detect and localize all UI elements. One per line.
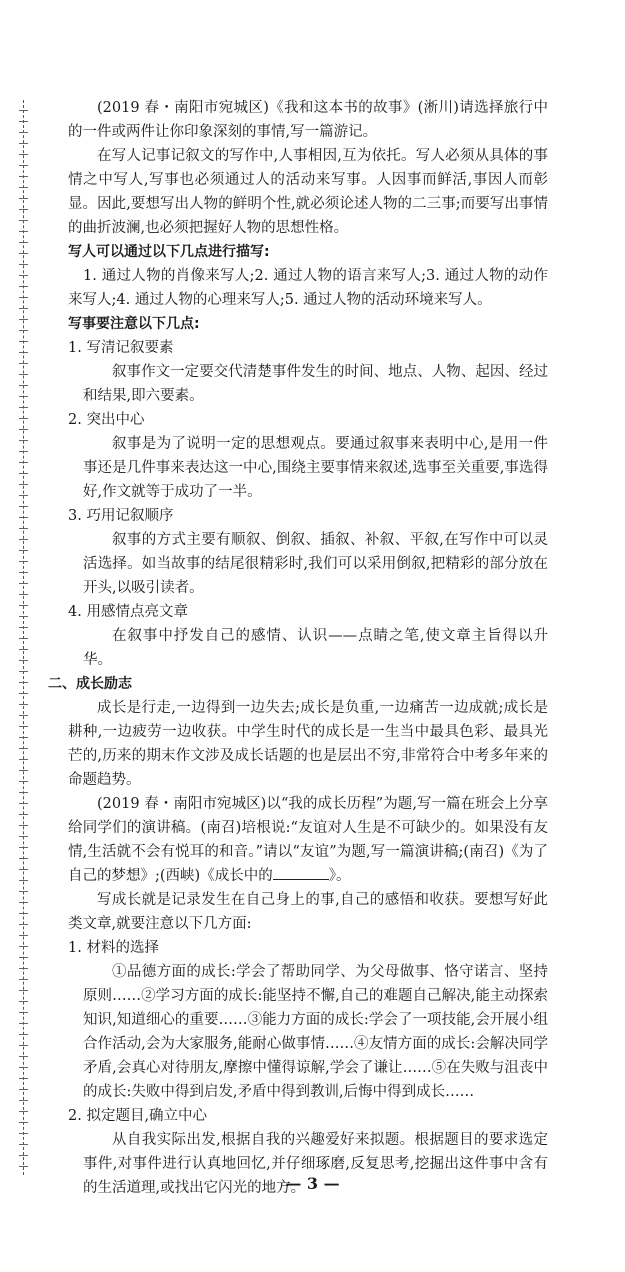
- growth-guidance: 写成长就是记录发生在自己身上的事,自己的感悟和收获。要想写好此类文章,就要注意以下几方面:: [68, 892, 548, 932]
- page-number: — 3 —: [285, 1174, 340, 1193]
- item1-title: 1. 写清记叙要素: [68, 340, 174, 356]
- item1-body: 叙事作文一定要交代清楚事件发生的时间、地点、人物、起因、经过和结果,即六要素。: [83, 364, 548, 404]
- s2-item2-body: 从自我实际出发,根据自我的兴趣爱好来拟题。根据题目的要求选定事件,对事件进行认真地回忆,并仔细琢磨,反复思考,挖掘出这件事中含有的生活道理,或找出它闪光的地方。: [83, 1132, 548, 1196]
- write-person-methods: 1. 通过人物的肖像来写人;2. 通过人物的语言来写人;3. 通过人物的动作来写人;4. 通过人物的心理来写人;5. 通过人物的活动环境来写人。: [68, 268, 548, 308]
- heading-write-person: 写人可以通过以下几点进行描写:: [68, 244, 270, 260]
- intro-paragraph: 在写人记事记叙文的写作中,人事相因,互为依托。写人必须从具体的事情之中写人,写事也必须通过人的活动来写事。人因事而鲜活,事因人而彰显。因此,要想写出人物的鲜明个性,就必须论述人物的二三事;而要写出事情的曲折波澜,也必须把握好人物的思想性格。: [68, 148, 548, 236]
- growth-prompts-end: 》。: [328, 868, 351, 884]
- exam-prompt-travel: (2019 春・南阳市宛城区)《我和这本书的故事》(淅川)请选择旅行中的一件或两件让你印象深刻的事情,写一篇游记。: [68, 100, 548, 140]
- growth-prompts-text: (2019 春・南阳市宛城区)以“我的成长历程”为题,写一篇在班会上分享给同学们的演讲稿。(南召)培根说:“友谊对人生是不可缺少的。如果没有友情,生活就不会有悦耳的和音。”请以“友谊”为题,写一篇演讲稿;(南召)《为了自己的梦想》;(西峡)《成长中的: [68, 796, 548, 884]
- item4-title: 4. 用感情点亮文章: [68, 604, 188, 620]
- s2-item1-body: ①品德方面的成长:学会了帮助同学、为父母做事、恪守诺言、坚持原则……②学习方面的成长:能坚持不懈,自己的难题自己解决,能主动探索知识,知道细心的重要……③能力方面的成长:学会了一项技能,会开展小组合作活动,会为大家服务,能耐心做事情……④友情方面的成长:会解决同学矛盾,会真心对待朋友,摩擦中懂得谅解,学会了谦让……⑤在失败与沮丧中的成长:失败中得到启发,矛盾中得到教训,后悔中得到成长……: [83, 964, 548, 1100]
- page-body: [48, 96, 548, 1200]
- item2-title: 2. 突出中心: [68, 412, 145, 428]
- item3-body: 叙事的方式主要有顺叙、倒叙、插叙、补叙、平叙,在写作中可以灵活选择。如当故事的结尾很精彩时,我们可以采用倒叙,把精彩的部分放在开头,以吸引读者。: [83, 532, 548, 596]
- item3-title: 3. 巧用记叙顺序: [68, 508, 174, 524]
- item2-body: 叙事是为了说明一定的思想观点。要通过叙事来表明中心,是用一件事还是几件事来表达这一中心,围绕主要事情来叙述,选事至关重要,事选得好,作文就等于成功了一半。: [83, 436, 548, 500]
- heading-write-event: 写事要注意以下几点:: [68, 316, 200, 332]
- fill-in-blank: [273, 865, 329, 880]
- section2-title: 二、成长励志: [48, 676, 132, 692]
- growth-exam-prompts: [68, 792, 548, 888]
- s2-item2-title: 2. 拟定题目,确立中心: [68, 1108, 208, 1124]
- growth-intro: 成长是行走,一边得到一边失去;成长是负重,一边痛苦一边成就;成长是耕种,一边疲劳一边收获。中学生时代的成长是一生当中最具色彩、最具光芒的,历来的期末作文涉及成长话题的也是层出不穷,非常符合中考多年来的命题趋势。: [68, 700, 548, 788]
- s2-item1-title: 1. 材料的选择: [68, 940, 159, 956]
- item4-body: 在叙事中抒发自己的感情、认识——点睛之笔,使文章主旨得以升华。: [83, 628, 548, 668]
- binding-margin-line: [23, 100, 24, 1175]
